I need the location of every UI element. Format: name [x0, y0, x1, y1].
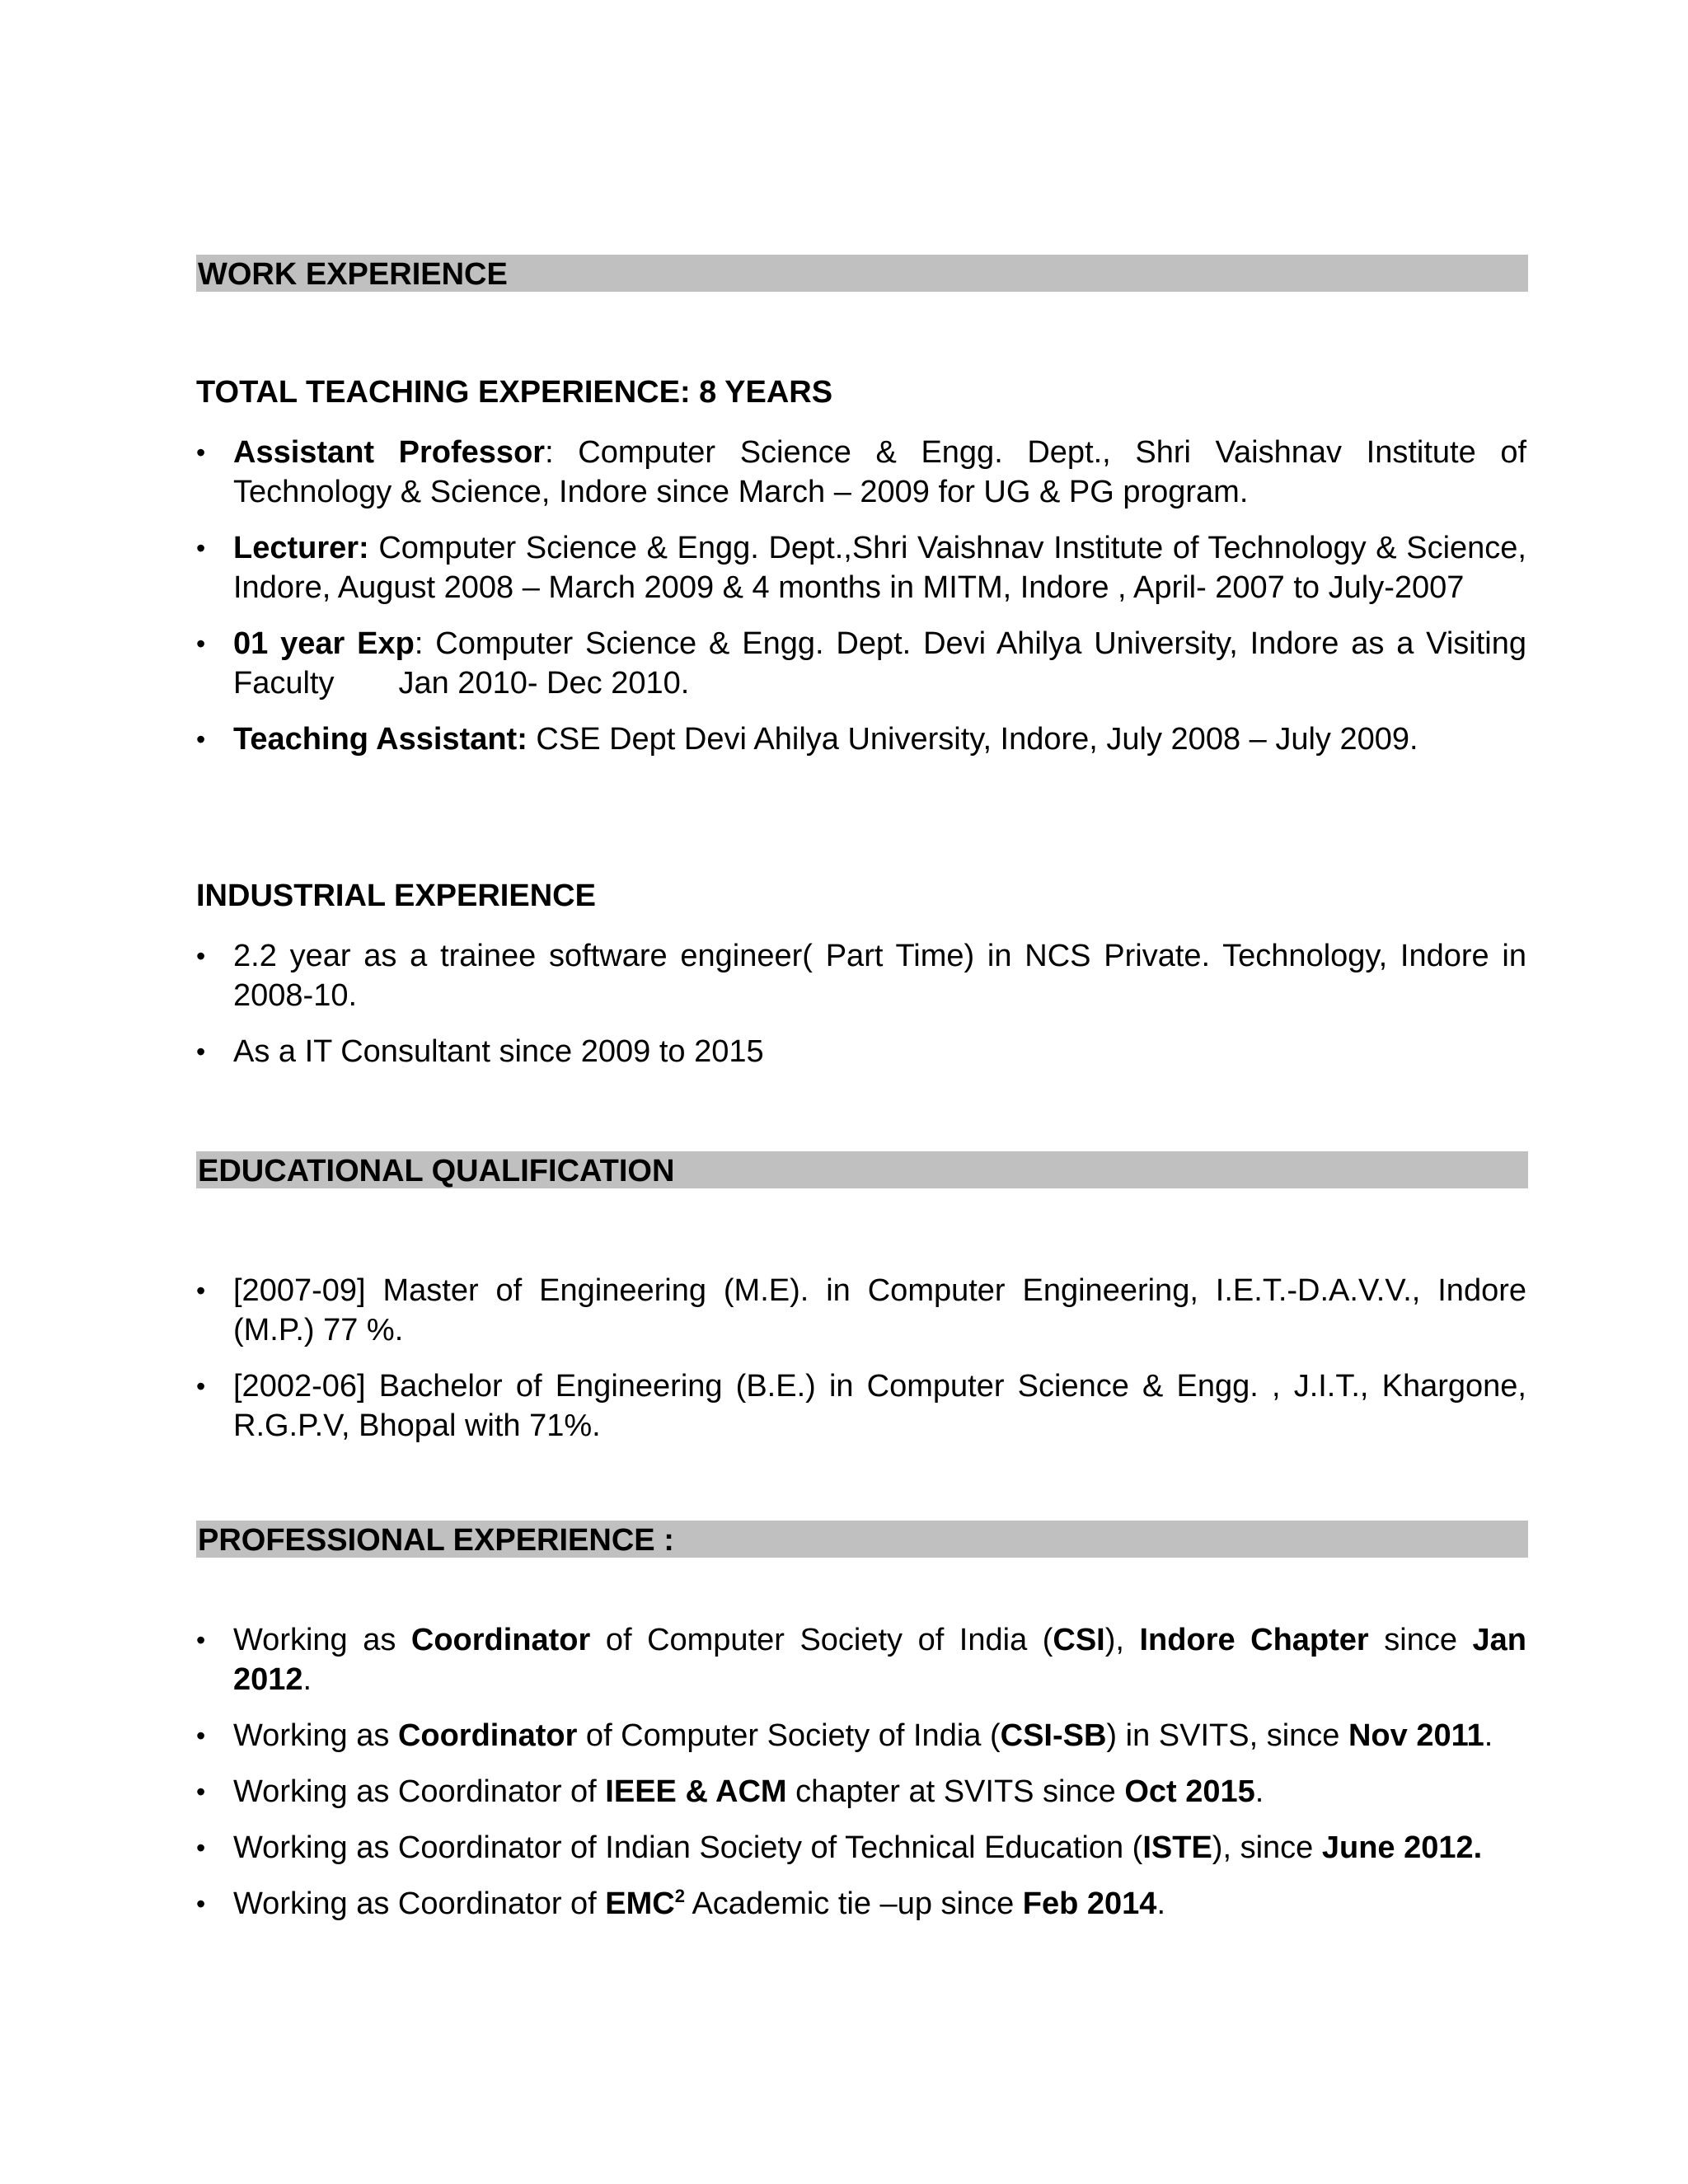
bullet-icon: • [196, 1625, 206, 1655]
list-item: • Working as Coordinator of IEEE & ACM chapter at SVITS since Oct 2015. [196, 1772, 1526, 1811]
work-experience-heading: WORK EXPERIENCE [196, 255, 1528, 292]
professional-experience-list [196, 1620, 1526, 1924]
bullet-icon: • [196, 1889, 206, 1919]
bullet-icon: • [196, 1833, 206, 1863]
total-teaching-experience: TOTAL TEACHING EXPERIENCE: 8 YEARS [196, 375, 833, 410]
list-item: • [2002-06] Bachelor of Engineering (B.E.) in Computer Science & Engg. , J.I.T., Khargone, R.G.P.V, Bhopal with 71%. [196, 1366, 1526, 1446]
list-item: • As a IT Consultant since 2009 to 2015 [196, 1032, 1526, 1071]
list-item: • 01 year Exp: Computer Science & Engg. Dept. Devi Ahilya University, Indore as a Visiting Faculty Jan 2010- Dec 2010. [196, 624, 1526, 703]
bullet-icon: • [196, 629, 206, 658]
teaching-experience-list [196, 433, 1526, 759]
industrial-experience-heading: INDUSTRIAL EXPERIENCE [196, 879, 596, 913]
bullet-icon: • [196, 533, 206, 563]
bullet-icon: • [196, 1777, 206, 1807]
bullet-icon: • [196, 1276, 206, 1305]
list-item: • 2.2 year as a trainee software engineer( Part Time) in NCS Private. Technology, Indore in 2008-10. [196, 936, 1526, 1015]
list-item: • Teaching Assistant: CSE Dept Devi Ahilya University, Indore, July 2008 – July 2009. [196, 719, 1526, 759]
list-item: • Working as Coordinator of Computer Society of India (CSI), Indore Chapter since Jan 2012. [196, 1620, 1526, 1699]
professional-experience-heading: PROFESSIONAL EXPERIENCE : [196, 1521, 1528, 1558]
list-item: • [2007-09] Master of Engineering (M.E). in Computer Engineering, I.E.T.-D.A.V.V., Indore (M.P.) 77 %. [196, 1271, 1526, 1350]
list-item: • Working as Coordinator of Indian Society of Technical Education (ISTE), since June 2012. [196, 1828, 1526, 1868]
bullet-icon: • [196, 1721, 206, 1750]
bullet-icon: • [196, 941, 206, 971]
bullet-icon: • [196, 438, 206, 467]
list-item: • Assistant Professor: Computer Science & Engg. Dept., Shri Vaishnav Institute of Technology & Science, Indore since March – 2009 for UG & PG program. [196, 433, 1526, 512]
bullet-icon: • [196, 1371, 206, 1401]
list-item: • Lecturer: Computer Science & Engg. Dept.,Shri Vaishnav Institute of Technology & Science, Indore, August 2008 – March 2009 & 4 months in MITM, Indore , April- 2007 to July-2007 [196, 528, 1526, 607]
list-item: • Working as Coordinator of Computer Society of India (CSI-SB) in SVITS, since Nov 2011. [196, 1716, 1526, 1755]
education-list [196, 1271, 1526, 1446]
bullet-icon: • [196, 724, 206, 754]
list-item: • Working as Coordinator of EMC$^2$ Academic tie –up since Feb 2014. [196, 1884, 1526, 1924]
industrial-experience-list [196, 936, 1526, 1071]
bullet-icon: • [196, 1037, 206, 1066]
educational-qualification-heading: EDUCATIONAL QUALIFICATION [196, 1151, 1528, 1188]
